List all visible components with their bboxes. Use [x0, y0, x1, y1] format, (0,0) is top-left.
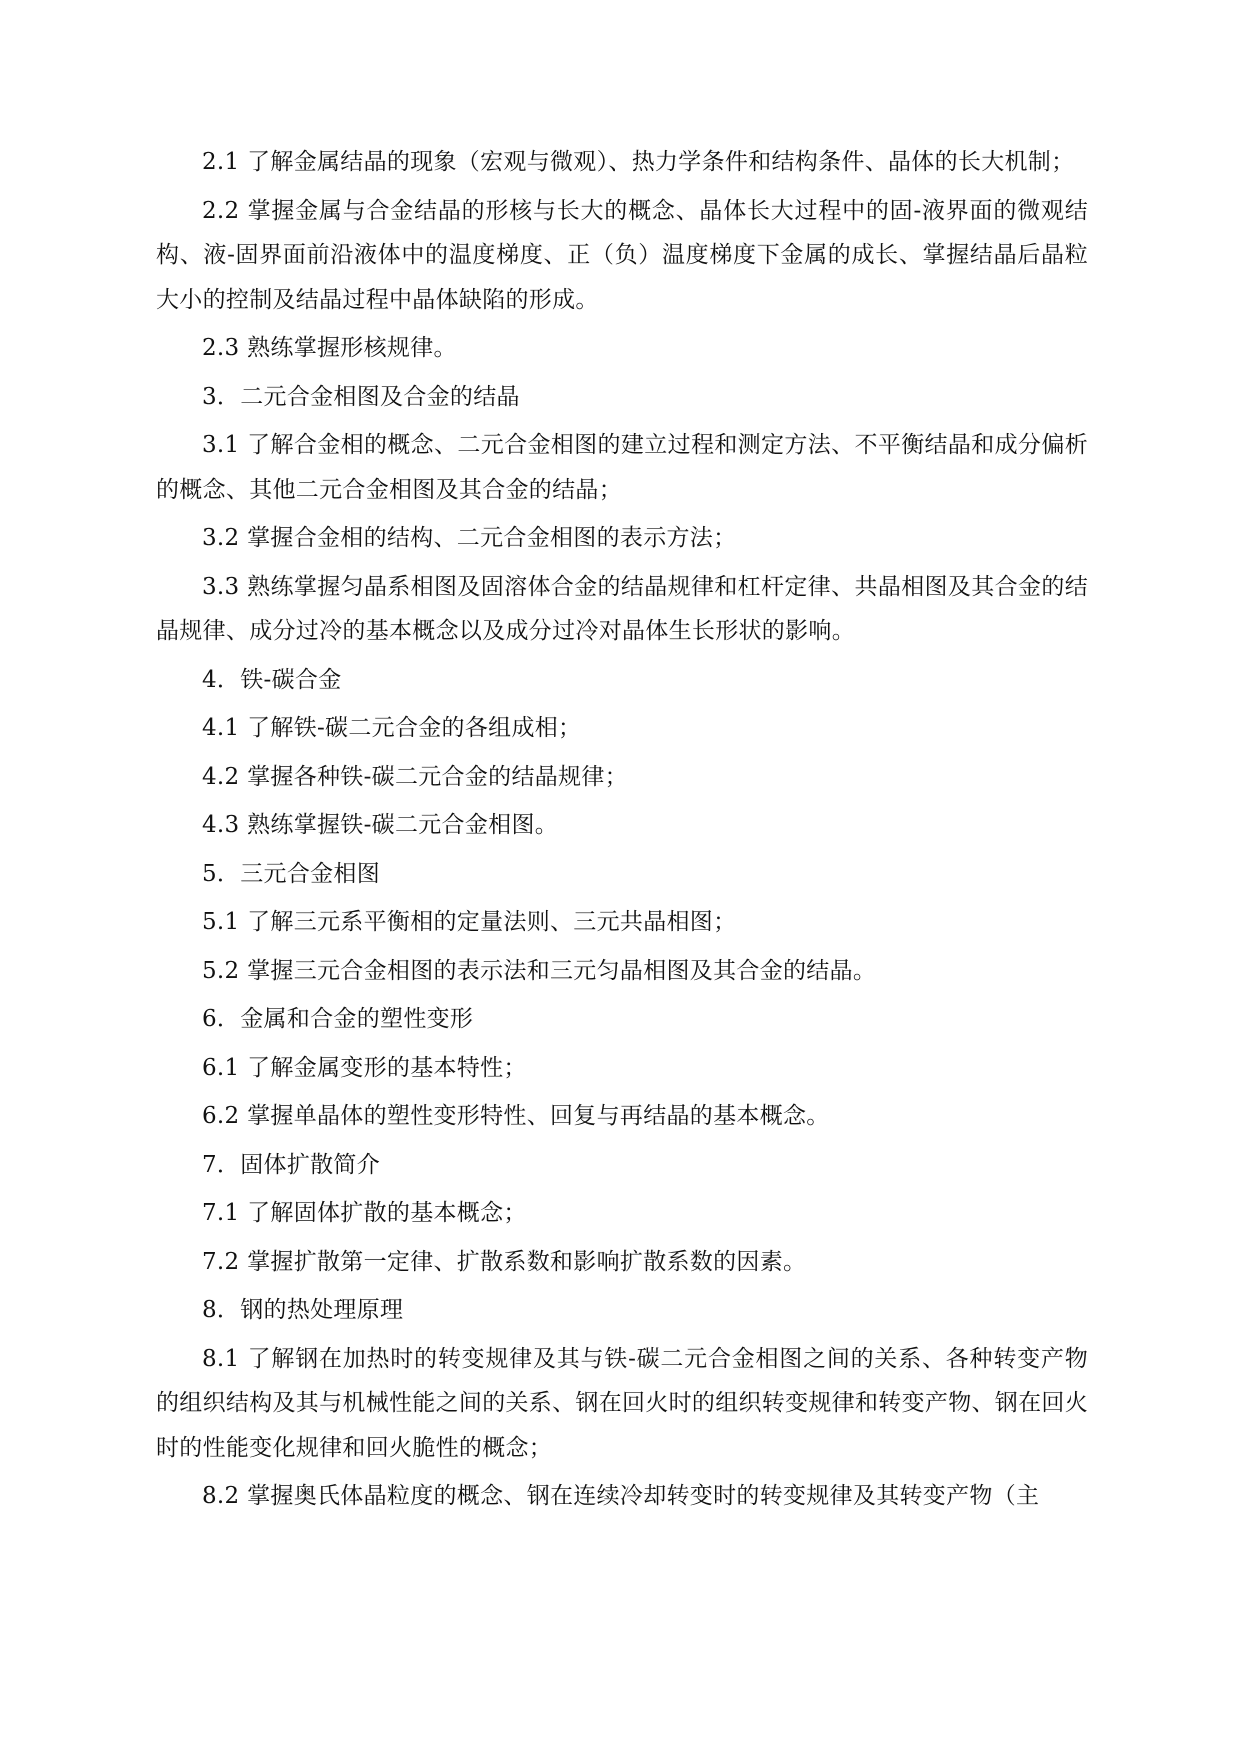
paragraph-3-1: 3.1 了解合金相的概念、二元合金相图的建立过程和测定方法、不平衡结晶和成分偏析的概念、其他二元合金相图及其合金的结晶； [156, 432, 1088, 503]
document-body [156, 140, 1088, 1523]
paragraph-8-1: 8.1 了解钢在加热时的转变规律及其与铁-碳二元合金相图之间的关系、各种转变产物的组织结构及其与机械性能之间的关系、钢在回火时的组织转变规律和转变产物、钢在回火时的性能变化规律和回火脆性的概念； [156, 1345, 1088, 1461]
paragraph-3-3: 3.3 熟练掌握匀晶系相图及固溶体合金的结晶规律和杠杆定律、共晶相图及其合金的结晶规律、成分过冷的基本概念以及成分过冷对晶体生长形状的影响。 [156, 573, 1088, 644]
paragraph-5-1: 5.1 了解三元系平衡相的定量法则、三元共晶相图； [202, 909, 737, 935]
paragraph-7-1: 7.1 了解固体扩散的基本概念； [202, 1200, 527, 1226]
section-heading-4: 4．铁-碳合金 [202, 666, 342, 693]
paragraph-2-1: 2.1 了解金属结晶的现象（宏观与微观）、热力学条件和结构条件、晶体的长大机制； [202, 149, 1075, 175]
paragraph-2-2: 2.2 掌握金属与合金结晶的形核与长大的概念、晶体长大过程中的固-液界面的微观结构、液-固界面前沿液体中的温度梯度、正（负）温度梯度下金属的成长、掌握结晶后晶粒大小的控制及结晶过程中晶体缺陷的形成。 [156, 197, 1088, 313]
paragraph-4-1: 4.1 了解铁-碳二元合金的各组成相； [202, 715, 582, 741]
paragraph-3-2: 3.2 掌握合金相的结构、二元合金相图的表示方法； [202, 525, 737, 551]
section-heading-5: 5．三元合金相图 [202, 860, 381, 887]
paragraph-6-2: 6.2 掌握单晶体的塑性变形特性、回复与再结晶的基本概念。 [202, 1103, 830, 1129]
paragraph-2-3: 2.3 熟练掌握形核规律。 [202, 335, 457, 361]
paragraph-7-2: 7.2 掌握扩散第一定律、扩散系数和影响扩散系数的因素。 [202, 1248, 807, 1275]
section-heading-6: 6．金属和合金的塑性变形 [202, 1006, 474, 1032]
paragraph-4-2: 4.2 掌握各种铁-碳二元合金的结晶规律； [202, 763, 628, 790]
section-heading-3: 3．二元合金相图及合金的结晶 [202, 383, 520, 410]
section-heading-8: 8．钢的热处理原理 [202, 1297, 404, 1323]
section-heading-7: 7．固体扩散简介 [202, 1151, 381, 1178]
paragraph-6-1: 6.1 了解金属变形的基本特性； [202, 1054, 527, 1081]
paragraph-4-3: 4.3 熟练掌握铁-碳二元合金相图。 [202, 812, 559, 838]
paragraph-8-2: 8.2 掌握奥氏体晶粒度的概念、钢在连续冷却转变时的转变规律及其转变产物（主 [202, 1483, 1040, 1509]
paragraph-5-2: 5.2 掌握三元合金相图的表示法和三元匀晶相图及其合金的结晶。 [202, 957, 877, 984]
